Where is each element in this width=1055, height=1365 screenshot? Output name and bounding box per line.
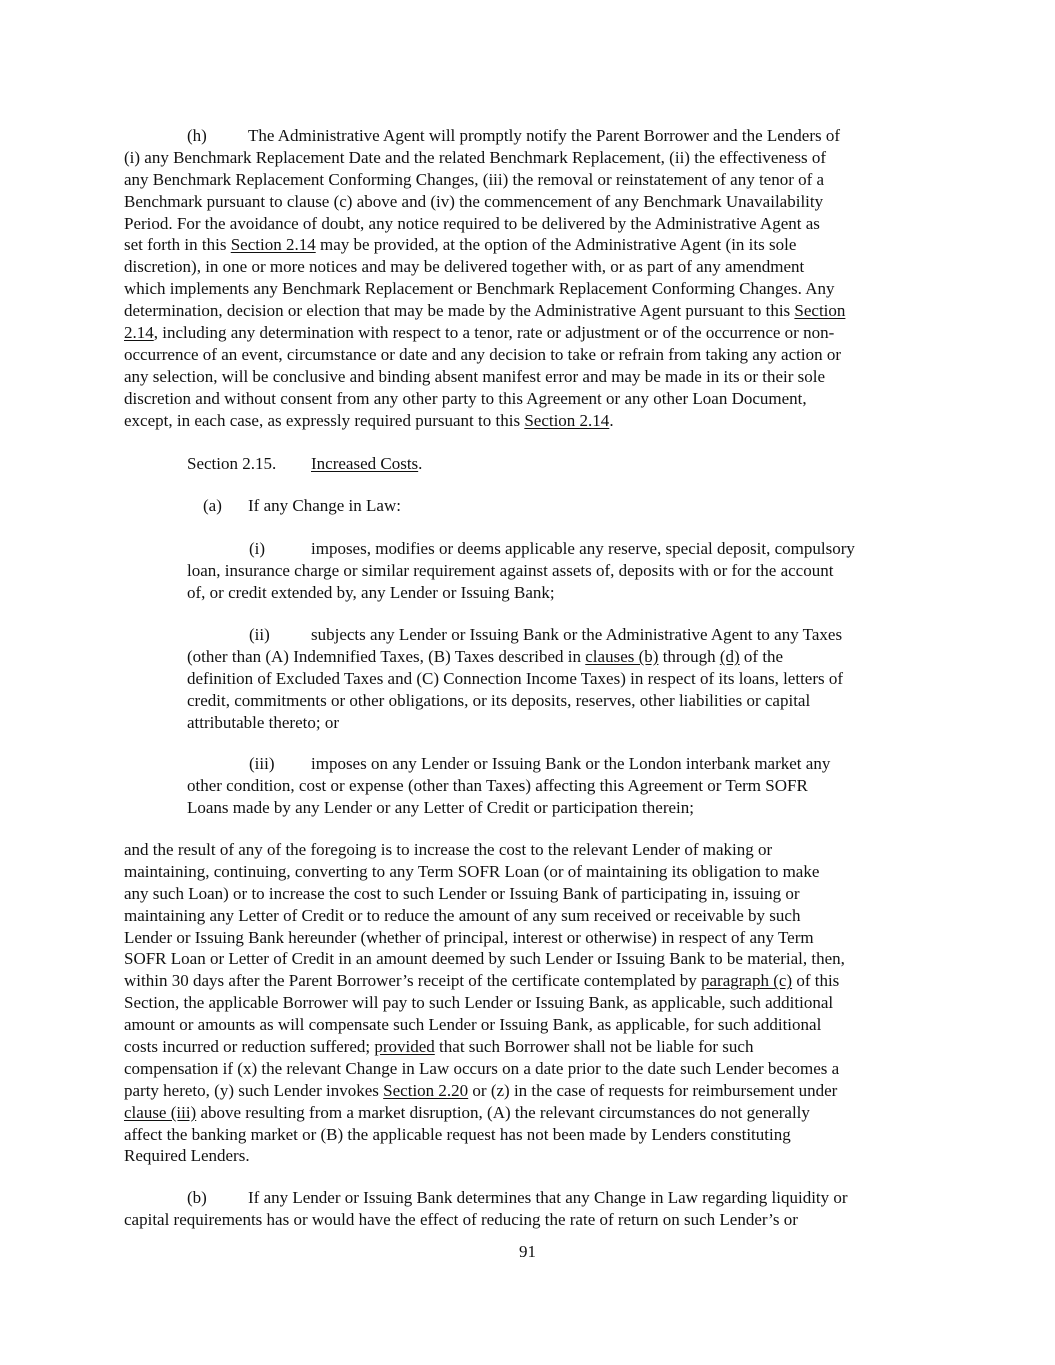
provided-term: provided xyxy=(374,1037,435,1057)
clause-d-link[interactable]: (d) xyxy=(719,646,740,666)
text-line xyxy=(187,646,843,668)
text-run: , including any determination with respect to a tenor, rate or adjustment or of the occurrence or non- xyxy=(153,323,835,343)
text-line: Lender or Issuing Bank hereunder (whether of principal, interest or otherwise) in respect of any Term xyxy=(124,927,814,947)
text-run: If any Lender or Issuing Bank determines that any Change in Law regarding liquidity or xyxy=(248,1188,848,1207)
text-run: imposes on any Lender or Issuing Bank or the London interbank market any xyxy=(311,754,831,773)
text-line: any selection, will be conclusive and binding absent manifest error and may be made in its or their sole xyxy=(124,366,826,386)
text-run: that such Borrower shall not be liable for such xyxy=(434,1037,754,1057)
paragraph-h-lead: The Administrative Agent will promptly notify the Parent Borrower and the Lenders of xyxy=(248,126,841,145)
text-line: attributable thereto; or xyxy=(187,712,339,732)
text-run: subjects any Lender or Issuing Bank or the Administrative Agent to any Taxes xyxy=(311,625,843,644)
text-line xyxy=(124,300,845,322)
text-line: affect the banking market or (B) the applicable request has not been made by Lenders constituting xyxy=(124,1124,791,1144)
section-2-14-link[interactable]: Section xyxy=(794,301,846,321)
paragraph-a-line xyxy=(203,495,401,517)
text-run: may be provided, at the option of the Administrative Agent (in its sole xyxy=(315,235,797,255)
item-ii xyxy=(187,624,843,733)
item-ii-label: (ii) xyxy=(249,625,270,644)
text-line: any Benchmark Replacement Conforming Changes, (iii) the removal or reinstatement of any tenor of a xyxy=(124,169,825,189)
text-line: Loans made by any Lender or any Letter of Credit or participation therein; xyxy=(187,797,694,817)
result-paragraph xyxy=(124,839,845,1167)
paragraph-a-text: If any Change in Law: xyxy=(248,496,401,515)
text-line: compensation if (x) the relevant Change in Law occurs on a date prior to the date such Lender becomes a xyxy=(124,1058,840,1078)
text-line: Benchmark pursuant to clause (c) above and (iv) the commencement of any Benchmark Unavailability xyxy=(124,191,824,211)
item-i-label: (i) xyxy=(249,539,266,558)
paragraph-h-first-line xyxy=(124,125,845,147)
paragraph-a xyxy=(203,495,401,517)
section-number: Section 2.15. xyxy=(187,454,277,473)
text-line: (i) any Benchmark Replacement Date and the related Benchmark Replacement, (ii) the effectiveness of xyxy=(124,147,827,167)
item-iii xyxy=(187,753,830,819)
text-run: costs incurred or reduction suffered; xyxy=(124,1037,375,1057)
text-line: Period. For the avoidance of doubt, any notice required to be delivered by the Administrative Agent as xyxy=(124,213,820,233)
paragraph-c-link[interactable]: paragraph (c) xyxy=(701,971,793,991)
text-line xyxy=(124,970,845,992)
text-line xyxy=(124,1036,845,1058)
text-run: set forth in this xyxy=(124,235,231,255)
text-run: of this xyxy=(792,971,840,991)
text-line: of, or credit extended by, any Lender or Issuing Bank; xyxy=(187,582,555,602)
text-line: discretion), in one or more notices and may be delivered together with, or as part of any amendment xyxy=(124,257,805,277)
text-run: within 30 days after the Parent Borrower’s receipt of the certificate contemplated by xyxy=(124,971,701,991)
text-line: any such Loan) or to increase the cost to such Lender or Issuing Bank of participating in, issuing or xyxy=(124,883,800,903)
section-2-20-link[interactable]: Section 2.20 xyxy=(383,1080,469,1100)
clauses-b-link[interactable]: clauses (b) xyxy=(585,646,659,666)
text-line: maintaining, continuing, converting to any Term SOFR Loan (or of maintaining its obligation to make xyxy=(124,861,820,881)
section-2-14-link[interactable]: Section 2.14 xyxy=(524,410,610,430)
page-number: 91 xyxy=(519,1242,536,1261)
section-title-period: . xyxy=(418,454,423,473)
text-line: capital requirements has or would have the effect of reducing the rate of return on such Lender’s or xyxy=(124,1209,798,1229)
text-line: maintaining any Letter of Credit or to reduce the amount of any sum received or receivable by such xyxy=(124,905,801,925)
text-line: occurrence of an event, circumstance or date and any decision to take or refrain from taking any action or xyxy=(124,344,841,364)
text-run: party hereto, (y) such Lender invokes xyxy=(124,1080,384,1100)
text-line: loan, insurance charge or similar requirement against assets of, deposits with or for the account xyxy=(187,560,834,580)
text-run: or (z) in the case of requests for reimbursement under xyxy=(468,1080,838,1100)
text-run: through xyxy=(658,646,720,666)
text-run: above resulting from a market disruption, (A) the relevant circumstances do not generally xyxy=(196,1102,810,1122)
item-i-first-line xyxy=(187,538,855,560)
text-line xyxy=(124,1080,845,1102)
text-line: amount or amounts as will compensate such Lender or Issuing Bank, as applicable, for such additional xyxy=(124,1015,822,1035)
section-2-14-link[interactable]: 2.14 xyxy=(124,323,154,343)
text-line xyxy=(124,410,845,432)
paragraph-h xyxy=(124,125,845,431)
text-line xyxy=(124,322,845,344)
section-2-14-link[interactable]: Section 2.14 xyxy=(230,235,316,255)
text-run: imposes, modifies or deems applicable any reserve, special deposit, compulsory xyxy=(311,539,855,558)
text-line xyxy=(124,1102,845,1124)
text-line: Section, the applicable Borrower will pay to such Lender or Issuing Bank, as applicable, such additional xyxy=(124,993,834,1013)
text-line: which implements any Benchmark Replacement or Benchmark Replacement Conforming Changes. Any xyxy=(124,279,835,299)
item-ii-first-line xyxy=(187,624,843,646)
paragraph-b-first-line xyxy=(124,1187,848,1209)
text-run: . xyxy=(609,410,614,430)
paragraph-a-label: (a) xyxy=(203,496,222,515)
text-line xyxy=(124,234,845,256)
text-line: SOFR Loan or Letter of Credit in an amount deemed by such Lender or Issuing Bank to be material, then, xyxy=(124,949,845,969)
section-heading xyxy=(187,453,422,475)
paragraph-b xyxy=(124,1187,848,1231)
item-iii-first-line xyxy=(187,753,830,775)
section-heading-line xyxy=(187,453,422,475)
text-line: other condition, cost or expense (other than Taxes) affecting this Agreement or Term SOFR xyxy=(187,775,808,795)
section-title: Increased Costs xyxy=(311,454,419,473)
item-iii-label: (iii) xyxy=(249,754,275,773)
text-line: discretion and without consent from any other party to this Agreement or any other Loan Document, xyxy=(124,388,807,408)
text-line: and the result of any of the foregoing is to increase the cost to the relevant Lender of making or xyxy=(124,840,773,859)
clause-iii-link[interactable]: clause (iii) xyxy=(124,1102,197,1122)
item-i xyxy=(187,538,855,604)
text-line: Required Lenders. xyxy=(124,1146,250,1166)
paragraph-b-label: (b) xyxy=(187,1188,207,1207)
text-run: determination, decision or election that may be made by the Administrative Agent pursuant to this xyxy=(124,301,795,321)
text-line: credit, commitments or other obligations, or its deposits, reserves, other liabilities or capital xyxy=(187,690,811,710)
text-run: (other than (A) Indemnified Taxes, (B) Taxes described in xyxy=(187,646,586,666)
text-run: of the xyxy=(739,646,784,666)
text-line: definition of Excluded Taxes and (C) Connection Income Taxes) in respect of its loans, letters of xyxy=(187,668,844,688)
paragraph-h-label: (h) xyxy=(187,126,207,145)
text-run: except, in each case, as expressly required pursuant to this xyxy=(124,410,525,430)
